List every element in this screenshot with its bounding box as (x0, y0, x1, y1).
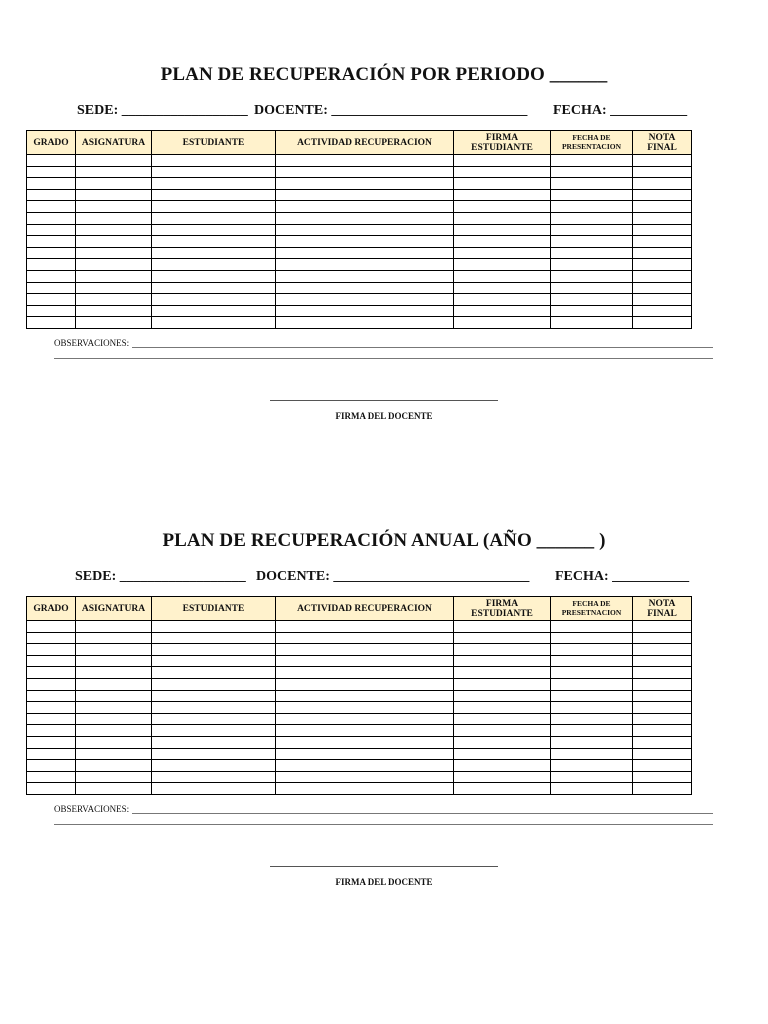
table-row (27, 305, 692, 317)
table-cell[interactable] (276, 783, 454, 795)
table-row (27, 294, 692, 306)
col-estudiante: ESTUDIANTE (152, 597, 276, 621)
table-cell[interactable] (27, 760, 76, 772)
table-cell[interactable] (27, 212, 76, 224)
table-cell[interactable] (551, 270, 633, 282)
table-header-row (27, 597, 692, 621)
table-cell[interactable] (152, 317, 276, 329)
table-cell[interactable] (633, 644, 692, 656)
table-cell[interactable] (152, 725, 276, 737)
table-cell[interactable] (454, 702, 551, 714)
table-cell[interactable] (551, 655, 633, 667)
table-cell[interactable] (152, 294, 276, 306)
table-cell[interactable] (276, 678, 454, 690)
table-cell[interactable] (27, 632, 76, 644)
table-cell[interactable] (633, 725, 692, 737)
table-cell[interactable] (276, 294, 454, 306)
table-row (27, 178, 692, 190)
table-cell[interactable] (551, 236, 633, 248)
form-1-observaciones[interactable] (54, 338, 713, 350)
table-cell[interactable] (76, 236, 152, 248)
table-cell[interactable] (76, 178, 152, 190)
table-cell[interactable] (27, 189, 76, 201)
table-cell[interactable] (27, 178, 76, 190)
col-fecha-presentacion: FECHA DE PRESETNACION (551, 597, 633, 621)
table-cell[interactable] (76, 247, 152, 259)
table-cell[interactable] (76, 655, 152, 667)
table-cell[interactable] (152, 655, 276, 667)
form-1-signature-line[interactable] (270, 400, 498, 401)
table-cell[interactable] (76, 736, 152, 748)
table-cell[interactable] (276, 178, 454, 190)
form-2-title: PLAN DE RECUPERACIÓN ANUAL (AÑO ______ ) (162, 530, 606, 551)
table-cell[interactable] (76, 748, 152, 760)
table-cell[interactable] (276, 270, 454, 282)
table-row (27, 166, 692, 178)
table-cell[interactable] (27, 713, 76, 725)
table-header-row (27, 131, 692, 155)
table-cell[interactable] (551, 305, 633, 317)
form-2-signature-label: FIRMA DEL DOCENTE (335, 877, 433, 887)
table-cell[interactable] (276, 189, 454, 201)
table-cell[interactable] (454, 771, 551, 783)
table-cell[interactable] (551, 725, 633, 737)
col-actividad-recuperacion: ACTIVIDAD RECUPERACION (276, 131, 454, 155)
table-cell[interactable] (152, 189, 276, 201)
table-cell[interactable] (633, 713, 692, 725)
col-asignatura: ASIGNATURA (76, 597, 152, 621)
table-cell[interactable] (276, 736, 454, 748)
form-2-table-body (27, 621, 692, 795)
table-cell[interactable] (454, 317, 551, 329)
table-cell[interactable] (152, 155, 276, 167)
table-cell[interactable] (454, 690, 551, 702)
table-row (27, 748, 692, 760)
table-cell[interactable] (27, 725, 76, 737)
table-cell[interactable] (152, 621, 276, 633)
observaciones-label: OBSERVACIONES: (54, 338, 130, 348)
table-cell[interactable] (551, 713, 633, 725)
col-fecha-presentacion: FECHA DE PRESENTACION (551, 131, 633, 155)
table-row (27, 667, 692, 679)
table-row (27, 224, 692, 236)
table-row (27, 690, 692, 702)
table-cell[interactable] (76, 760, 152, 772)
table-cell[interactable] (276, 155, 454, 167)
table-cell[interactable] (27, 667, 76, 679)
form-2-observaciones[interactable] (54, 804, 713, 816)
table-cell[interactable] (551, 166, 633, 178)
table-cell[interactable] (76, 713, 152, 725)
table-cell[interactable] (454, 725, 551, 737)
table-cell[interactable] (276, 259, 454, 271)
table-row (27, 189, 692, 201)
table-cell[interactable] (152, 644, 276, 656)
table-row (27, 713, 692, 725)
table-cell[interactable] (152, 212, 276, 224)
table-cell[interactable] (276, 224, 454, 236)
table-cell[interactable] (276, 725, 454, 737)
table-cell[interactable] (76, 667, 152, 679)
table-cell[interactable] (454, 201, 551, 213)
table-cell[interactable] (76, 644, 152, 656)
table-row (27, 621, 692, 633)
table-cell[interactable] (633, 247, 692, 259)
table-cell[interactable] (276, 713, 454, 725)
table-cell[interactable] (633, 783, 692, 795)
table-cell[interactable] (454, 655, 551, 667)
table-cell[interactable] (633, 736, 692, 748)
table-cell[interactable] (76, 166, 152, 178)
table-cell[interactable] (152, 259, 276, 271)
col-firma-estudiante: FIRMA ESTUDIANTE (454, 131, 551, 155)
table-cell[interactable] (454, 270, 551, 282)
table-cell[interactable] (76, 678, 152, 690)
table-cell[interactable] (454, 224, 551, 236)
form-1-table-body (27, 155, 692, 329)
table-cell[interactable] (276, 236, 454, 248)
table-cell[interactable] (551, 178, 633, 190)
table-cell[interactable] (633, 178, 692, 190)
table-cell[interactable] (76, 224, 152, 236)
table-cell[interactable] (551, 621, 633, 633)
table-row (27, 155, 692, 167)
table-cell[interactable] (551, 702, 633, 714)
table-cell[interactable] (76, 317, 152, 329)
table-cell[interactable] (27, 317, 76, 329)
table-cell[interactable] (152, 690, 276, 702)
table-cell[interactable] (551, 748, 633, 760)
table-cell[interactable] (633, 760, 692, 772)
table-cell[interactable] (27, 621, 76, 633)
table-cell[interactable] (551, 224, 633, 236)
table-cell[interactable] (76, 690, 152, 702)
table-row (27, 212, 692, 224)
table-cell[interactable] (276, 282, 454, 294)
table-cell[interactable] (454, 678, 551, 690)
table-cell[interactable] (454, 621, 551, 633)
table-cell[interactable] (76, 783, 152, 795)
table-row (27, 236, 692, 248)
table-row (27, 783, 692, 795)
fecha-field[interactable]: FECHA: ___________ (553, 103, 688, 118)
table-cell[interactable] (27, 783, 76, 795)
table-cell[interactable] (551, 667, 633, 679)
table-cell[interactable] (454, 713, 551, 725)
table-cell[interactable] (551, 294, 633, 306)
table-cell[interactable] (27, 678, 76, 690)
table-cell[interactable] (454, 212, 551, 224)
table-cell[interactable] (551, 201, 633, 213)
table-cell[interactable] (454, 259, 551, 271)
table-cell[interactable] (276, 655, 454, 667)
table-cell[interactable] (454, 760, 551, 772)
table-cell[interactable] (76, 725, 152, 737)
table-cell[interactable] (76, 155, 152, 167)
table-row (27, 644, 692, 656)
table-cell[interactable] (152, 702, 276, 714)
table-cell[interactable] (27, 166, 76, 178)
table-row (27, 317, 692, 329)
table-cell[interactable] (454, 632, 551, 644)
table-cell[interactable] (27, 655, 76, 667)
docente-field[interactable]: DOCENTE: ____________________________ (254, 103, 528, 118)
table-cell[interactable] (27, 155, 76, 167)
form-2-signature-line[interactable] (270, 866, 498, 867)
table-cell[interactable] (454, 736, 551, 748)
table-cell[interactable] (152, 736, 276, 748)
table-cell[interactable] (76, 294, 152, 306)
table-cell[interactable] (551, 736, 633, 748)
table-cell[interactable] (633, 621, 692, 633)
table-cell[interactable] (152, 667, 276, 679)
table-cell[interactable] (633, 690, 692, 702)
table-cell[interactable] (152, 760, 276, 772)
table-cell[interactable] (76, 282, 152, 294)
table-cell[interactable] (76, 201, 152, 213)
table-cell[interactable] (27, 294, 76, 306)
table-row (27, 678, 692, 690)
table-cell[interactable] (454, 155, 551, 167)
col-nota-final: NOTA FINAL (633, 597, 692, 621)
table-cell[interactable] (633, 166, 692, 178)
table-row (27, 270, 692, 282)
table-cell[interactable] (633, 655, 692, 667)
table-cell[interactable] (551, 317, 633, 329)
table-cell[interactable] (152, 771, 276, 783)
table-cell[interactable] (551, 282, 633, 294)
table-row (27, 760, 692, 772)
table-cell[interactable] (551, 247, 633, 259)
table-row (27, 702, 692, 714)
table-row (27, 247, 692, 259)
form-1-table (26, 130, 692, 329)
table-cell[interactable] (27, 771, 76, 783)
sede-field[interactable]: SEDE: __________________ (75, 569, 246, 584)
table-cell[interactable] (633, 632, 692, 644)
table-cell[interactable] (76, 189, 152, 201)
table-cell[interactable] (152, 713, 276, 725)
col-firma-estudiante: FIRMA ESTUDIANTE (454, 597, 551, 621)
table-row (27, 725, 692, 737)
table-cell[interactable] (27, 690, 76, 702)
col-actividad-recuperacion: ACTIVIDAD RECUPERACION (276, 597, 454, 621)
form-2-table (26, 596, 692, 795)
table-cell[interactable] (152, 224, 276, 236)
table-cell[interactable] (276, 702, 454, 714)
table-row (27, 655, 692, 667)
table-cell[interactable] (76, 259, 152, 271)
table-cell[interactable] (551, 690, 633, 702)
table-cell[interactable] (276, 201, 454, 213)
table-cell[interactable] (152, 632, 276, 644)
form-2-header-fields (0, 569, 768, 587)
table-cell[interactable] (27, 270, 76, 282)
table-cell[interactable] (76, 632, 152, 644)
table-cell[interactable] (276, 644, 454, 656)
table-cell[interactable] (76, 270, 152, 282)
table-cell[interactable] (454, 236, 551, 248)
table-cell[interactable] (27, 224, 76, 236)
observaciones-line (132, 813, 713, 814)
table-cell[interactable] (454, 667, 551, 679)
table-cell[interactable] (76, 621, 152, 633)
table-cell[interactable] (633, 236, 692, 248)
table-cell[interactable] (633, 189, 692, 201)
table-cell[interactable] (551, 189, 633, 201)
table-cell[interactable] (276, 247, 454, 259)
form-1-observaciones-line-2[interactable] (54, 358, 713, 359)
table-cell[interactable] (454, 178, 551, 190)
table-cell[interactable] (76, 305, 152, 317)
sede-field[interactable]: SEDE: __________________ (77, 103, 248, 118)
table-cell[interactable] (633, 748, 692, 760)
table-cell[interactable] (27, 748, 76, 760)
fecha-field[interactable]: FECHA: ___________ (555, 569, 690, 584)
table-cell[interactable] (551, 259, 633, 271)
table-cell[interactable] (551, 644, 633, 656)
table-cell[interactable] (76, 702, 152, 714)
table-cell[interactable] (152, 236, 276, 248)
table-cell[interactable] (454, 305, 551, 317)
table-cell[interactable] (27, 305, 76, 317)
table-cell[interactable] (633, 702, 692, 714)
table-cell[interactable] (276, 166, 454, 178)
table-cell[interactable] (76, 212, 152, 224)
form-1-title: PLAN DE RECUPERACIÓN POR PERIODO ______ (160, 64, 608, 85)
table-cell[interactable] (276, 667, 454, 679)
table-cell[interactable] (633, 317, 692, 329)
col-grado: GRADO (27, 131, 76, 155)
table-cell[interactable] (27, 702, 76, 714)
form-2-observaciones-line-2[interactable] (54, 824, 713, 825)
table-cell[interactable] (152, 282, 276, 294)
table-cell[interactable] (152, 748, 276, 760)
table-cell[interactable] (454, 748, 551, 760)
table-cell[interactable] (276, 632, 454, 644)
table-cell[interactable] (633, 667, 692, 679)
form-1-header-fields (0, 103, 768, 121)
table-cell[interactable] (27, 247, 76, 259)
table-cell[interactable] (76, 771, 152, 783)
table-cell[interactable] (633, 270, 692, 282)
table-cell[interactable] (152, 166, 276, 178)
table-cell[interactable] (152, 270, 276, 282)
table-cell[interactable] (633, 224, 692, 236)
table-cell[interactable] (276, 760, 454, 772)
table-cell[interactable] (276, 621, 454, 633)
table-cell[interactable] (27, 259, 76, 271)
table-cell[interactable] (276, 305, 454, 317)
table-cell[interactable] (551, 771, 633, 783)
table-cell[interactable] (152, 247, 276, 259)
table-cell[interactable] (633, 155, 692, 167)
table-cell[interactable] (633, 212, 692, 224)
table-cell[interactable] (454, 294, 551, 306)
table-cell[interactable] (276, 748, 454, 760)
observaciones-line (132, 347, 713, 348)
table-cell[interactable] (551, 760, 633, 772)
table-cell[interactable] (152, 201, 276, 213)
observaciones-label: OBSERVACIONES: (54, 804, 130, 814)
table-cell[interactable] (276, 690, 454, 702)
table-cell[interactable] (152, 305, 276, 317)
table-cell[interactable] (276, 771, 454, 783)
table-cell[interactable] (633, 282, 692, 294)
table-row (27, 282, 692, 294)
table-row (27, 259, 692, 271)
table-cell[interactable] (454, 644, 551, 656)
table-cell[interactable] (276, 317, 454, 329)
table-cell[interactable] (152, 178, 276, 190)
table-cell[interactable] (276, 212, 454, 224)
table-cell[interactable] (633, 294, 692, 306)
table-row (27, 771, 692, 783)
table-row (27, 632, 692, 644)
table-cell[interactable] (551, 678, 633, 690)
table-cell[interactable] (551, 783, 633, 795)
table-cell[interactable] (454, 282, 551, 294)
table-cell[interactable] (633, 678, 692, 690)
table-cell[interactable] (633, 201, 692, 213)
col-asignatura: ASIGNATURA (76, 131, 152, 155)
table-cell[interactable] (152, 678, 276, 690)
table-cell[interactable] (27, 644, 76, 656)
table-cell[interactable] (454, 189, 551, 201)
table-cell[interactable] (27, 201, 76, 213)
table-cell[interactable] (454, 247, 551, 259)
col-estudiante: ESTUDIANTE (152, 131, 276, 155)
table-cell[interactable] (27, 236, 76, 248)
table-cell[interactable] (551, 212, 633, 224)
table-cell[interactable] (633, 259, 692, 271)
docente-field[interactable]: DOCENTE: ____________________________ (256, 569, 530, 584)
table-cell[interactable] (454, 783, 551, 795)
table-cell[interactable] (454, 166, 551, 178)
col-nota-final: NOTA FINAL (633, 131, 692, 155)
table-cell[interactable] (27, 736, 76, 748)
table-cell[interactable] (551, 155, 633, 167)
table-cell[interactable] (551, 632, 633, 644)
table-cell[interactable] (633, 771, 692, 783)
form-1-signature-label: FIRMA DEL DOCENTE (335, 411, 433, 421)
table-row (27, 201, 692, 213)
col-grado: GRADO (27, 597, 76, 621)
table-cell[interactable] (27, 282, 76, 294)
table-row (27, 736, 692, 748)
table-cell[interactable] (152, 783, 276, 795)
table-cell[interactable] (633, 305, 692, 317)
